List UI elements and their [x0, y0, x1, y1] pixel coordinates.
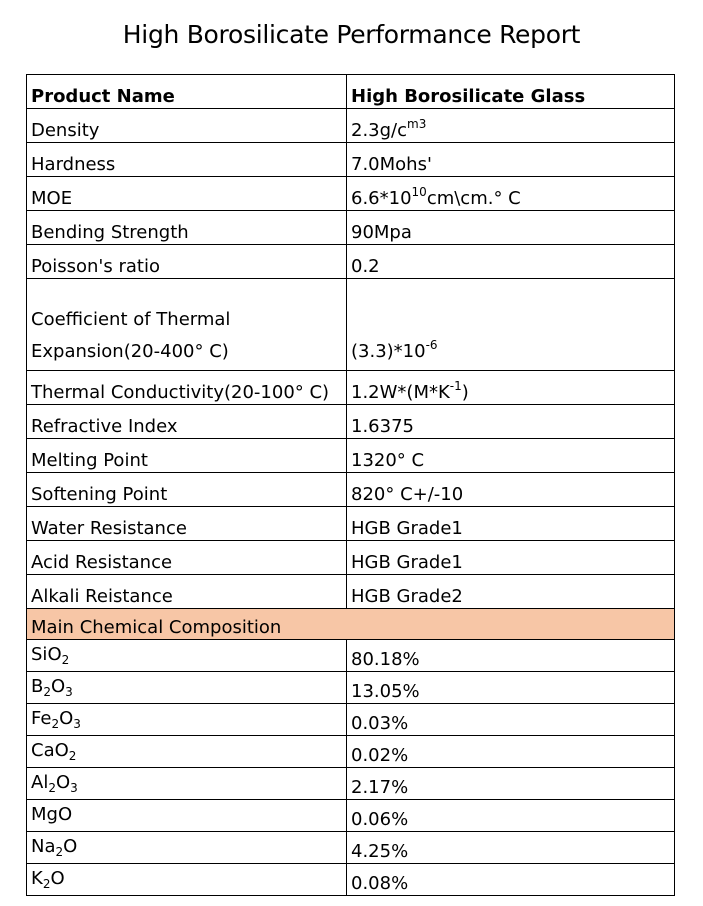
value-text: HGB Grade2 — [351, 586, 463, 607]
property-row — [27, 541, 675, 575]
property-row — [27, 245, 675, 279]
property-label: Alkali Reistance — [27, 575, 347, 609]
section-row — [27, 609, 675, 640]
value-text: (3.3)*10 — [351, 341, 426, 362]
property-row — [27, 405, 675, 439]
value-suffix: cm\cm.° C — [426, 188, 521, 209]
property-row — [27, 507, 675, 541]
property-label: Acid Resistance — [27, 541, 347, 575]
value-text: 820° C+/-10 — [351, 484, 464, 505]
formula-subscript: 3 — [73, 717, 81, 731]
table-header-row — [27, 75, 675, 109]
property-value — [347, 245, 675, 279]
property-value — [347, 143, 675, 177]
composition-row — [27, 800, 675, 832]
value-text: 2.3g/c — [351, 120, 408, 141]
formula-element: Na — [31, 836, 56, 857]
formula-subscript: 2 — [43, 685, 51, 699]
compound-percentage: 0.08% — [347, 864, 675, 896]
formula-subscript: 2 — [48, 781, 56, 795]
compound-percentage: 4.25% — [347, 832, 675, 864]
value-text: 6.6*10 — [351, 188, 412, 209]
value-text: 7.0Mohs' — [351, 154, 432, 175]
property-value — [347, 371, 675, 405]
formula-element: Fe — [31, 708, 52, 729]
compound-percentage: 0.03% — [347, 704, 675, 736]
property-row — [27, 143, 675, 177]
value-superscript: -6 — [425, 338, 438, 352]
property-label: Bending Strength — [27, 211, 347, 245]
formula-element: Si — [31, 644, 48, 665]
property-label: Thermal Conductivity(20-100° C) — [27, 371, 347, 405]
property-row — [27, 177, 675, 211]
formula-subscript: 2 — [42, 877, 51, 891]
compound-formula — [27, 800, 347, 832]
value-text: 1.2W*(M*K — [351, 382, 450, 403]
formula-subscript: 3 — [65, 685, 73, 699]
header-value: High Borosilicate Glass — [347, 75, 675, 109]
value-text: 1320° C — [351, 450, 425, 471]
value-superscript: -1 — [449, 379, 462, 393]
compound-percentage: 13.05% — [347, 672, 675, 704]
value-superscript: 10 — [411, 185, 427, 199]
value-text: 1.6375 — [351, 416, 414, 437]
property-label: Density — [27, 109, 347, 143]
compound-formula — [27, 864, 347, 896]
property-value — [347, 405, 675, 439]
property-value — [347, 177, 675, 211]
header-label: Product Name — [27, 75, 347, 109]
property-row — [27, 211, 675, 245]
property-value — [347, 279, 675, 371]
property-row — [27, 473, 675, 507]
property-label: Melting Point — [27, 439, 347, 473]
property-value — [347, 211, 675, 245]
formula-subscript: 3 — [70, 781, 78, 795]
property-row — [27, 279, 675, 371]
property-value — [347, 507, 675, 541]
value-text: 0.2 — [351, 256, 380, 277]
formula-subscript: 2 — [51, 717, 60, 731]
composition-row — [27, 736, 675, 768]
compound-formula — [27, 672, 347, 704]
compound-formula — [27, 768, 347, 800]
value-text: 90Mpa — [351, 222, 412, 243]
compound-percentage: 80.18% — [347, 640, 675, 672]
composition-row — [27, 864, 675, 896]
property-row — [27, 371, 675, 405]
property-label: Coefficient of Thermal Expansion(20-400° C) — [27, 279, 347, 371]
formula-subscript: 2 — [55, 845, 64, 859]
property-label: Hardness — [27, 143, 347, 177]
formula-element: O — [55, 772, 71, 793]
property-row — [27, 575, 675, 609]
formula-element: CaO — [31, 740, 69, 761]
compound-formula — [27, 640, 347, 672]
formula-element: O — [63, 836, 78, 857]
value-suffix: ) — [461, 382, 469, 403]
composition-row — [27, 832, 675, 864]
compound-percentage: 0.06% — [347, 800, 675, 832]
property-label: MOE — [27, 177, 347, 211]
formula-element: O — [51, 676, 66, 697]
formula-element: Al — [31, 772, 49, 793]
composition-row — [27, 672, 675, 704]
property-value — [347, 541, 675, 575]
value-superscript: m3 — [407, 117, 427, 131]
property-label: Softening Point — [27, 473, 347, 507]
property-value — [347, 473, 675, 507]
value-text: HGB Grade1 — [351, 552, 463, 573]
composition-row — [27, 704, 675, 736]
formula-element: B — [31, 676, 44, 697]
compound-formula — [27, 832, 347, 864]
formula-element: MgO — [31, 804, 73, 825]
formula-subscript: 2 — [68, 749, 77, 763]
performance-table — [26, 74, 675, 896]
compound-formula — [27, 736, 347, 768]
property-row — [27, 439, 675, 473]
section-title: Main Chemical Composition — [27, 609, 675, 640]
property-label: Water Resistance — [27, 507, 347, 541]
formula-element: O — [47, 644, 62, 665]
property-value — [347, 439, 675, 473]
formula-element: O — [50, 868, 65, 889]
property-value — [347, 109, 675, 143]
property-row — [27, 109, 675, 143]
compound-formula — [27, 704, 347, 736]
report-title: High Borosilicate Performance Report — [122, 20, 581, 49]
formula-subscript: 2 — [61, 653, 70, 667]
compound-percentage: 2.17% — [347, 768, 675, 800]
property-label: Poisson's ratio — [27, 245, 347, 279]
formula-element: O — [59, 708, 74, 729]
composition-row — [27, 768, 675, 800]
value-text: HGB Grade1 — [351, 518, 463, 539]
compound-percentage: 0.02% — [347, 736, 675, 768]
composition-row — [27, 640, 675, 672]
property-value — [347, 575, 675, 609]
formula-element: K — [31, 868, 43, 889]
property-label: Refractive Index — [27, 405, 347, 439]
